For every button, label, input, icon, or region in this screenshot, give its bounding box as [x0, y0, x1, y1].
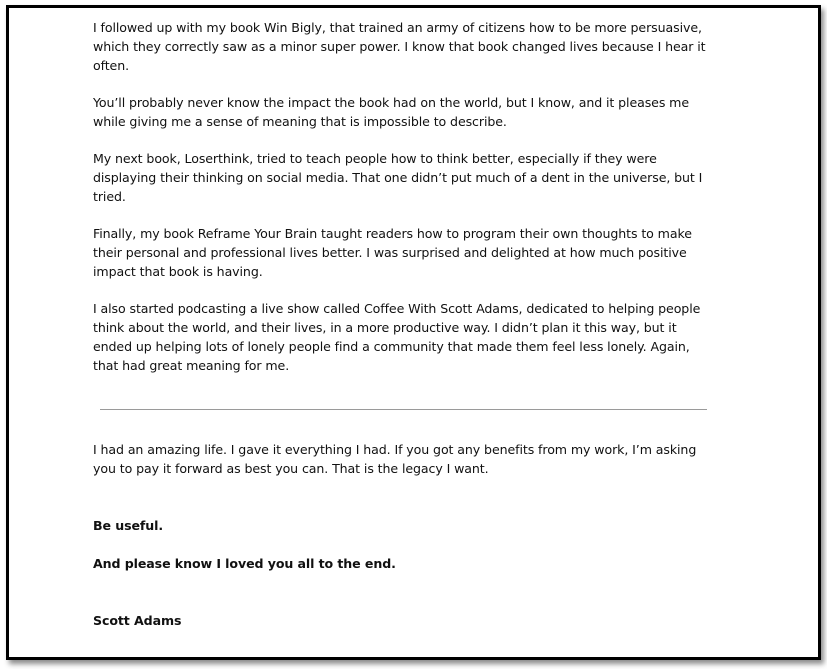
paragraph-impact: You’ll probably never know the impact the book had on the world, but I know, and it pleases me while giving me a sense of meaning that is impossible to describe. — [93, 95, 689, 129]
love-line: And please know I loved you all to the end. — [93, 556, 396, 571]
signature: Scott Adams — [93, 613, 182, 628]
paragraph-reframe-your-brain: Finally, my book Reframe Your Brain taught readers how to program their own thoughts to make their personal and professional lives better. I was surprised and delighted at how much positive impact that book is having. — [93, 226, 692, 279]
paragraph-podcast: I also started podcasting a live show called Coffee With Scott Adams, dedicated to helping people think about the world, and their lives, in a more productive way. I didn’t plan it this way, but it ended up helping lots of lonely people find a community that made them feel less lonely. Again, that had great meaning for me. — [93, 301, 701, 373]
be-useful-line: Be useful. — [93, 518, 164, 533]
document-body — [93, 18, 713, 393]
paragraph-legacy: I had an amazing life. I gave it everything I had. If you got any benefits from my work, I’m asking you to pay it forward as best you can. That is the legacy I want. — [93, 442, 697, 476]
paragraph-win-bigly: I followed up with my book Win Bigly, that trained an army of citizens how to be more persuasive, which they correctly saw as a minor super power. I know that book changed lives because I hear it often. — [93, 20, 706, 73]
section-divider — [100, 409, 707, 410]
paragraph-loserthink: My next book, Loserthink, tried to teach people how to think better, especially if they were displaying their thinking on social media. That one didn’t put much of a dent in the universe, but I tried. — [93, 151, 703, 204]
